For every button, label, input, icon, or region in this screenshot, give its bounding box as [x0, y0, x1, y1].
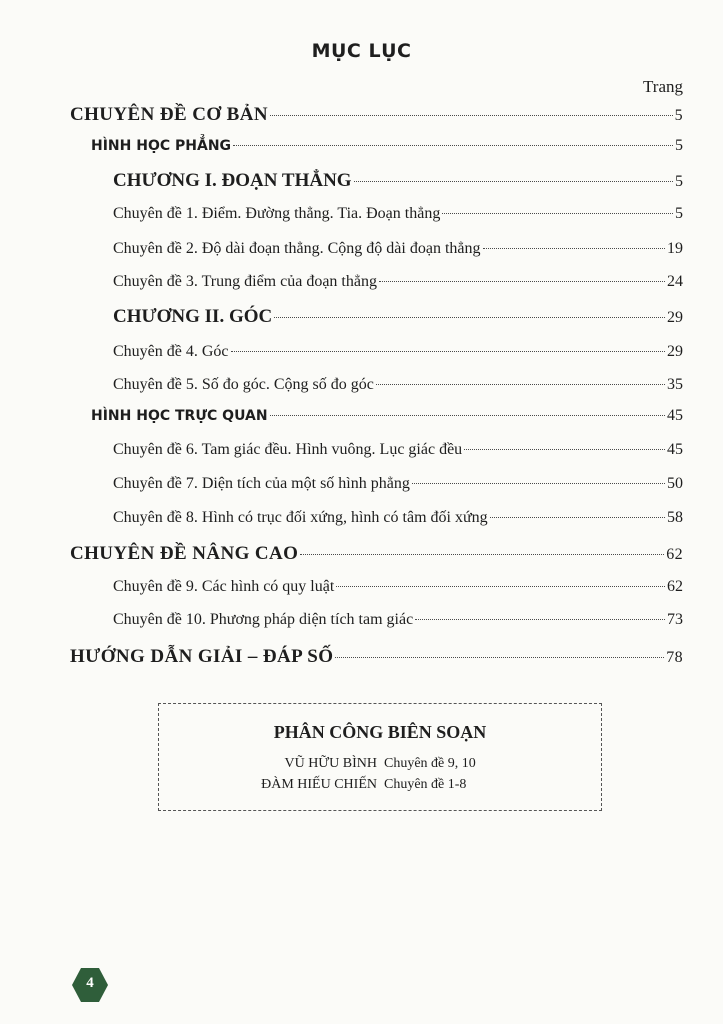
dot-leader — [270, 115, 673, 116]
credits-title: PHÂN CÔNG BIÊN SOẠN — [273, 722, 487, 742]
toc-entry-page: 29 — [667, 309, 683, 326]
toc-entry-label: HƯỚNG DẪN GIẢI – ĐÁP SỐ — [70, 646, 334, 667]
toc-entry-label: Chuyên đề 1. Điểm. Đường thẳng. Tia. Đoạn thẳng — [113, 205, 441, 222]
dot-leader — [233, 145, 673, 146]
toc-entry-label: Chuyên đề 3. Trung điểm của đoạn thẳng — [113, 273, 377, 290]
author-name: ĐÀM HIẾU CHIẾN — [261, 777, 377, 792]
toc-entry[interactable] — [113, 240, 683, 258]
toc-entry-label: CHUYÊN ĐỀ NÂNG CAO — [70, 543, 299, 564]
dot-leader — [415, 619, 665, 620]
toc-entry[interactable] — [91, 137, 683, 155]
toc-entry-label: Chuyên đề 10. Phương pháp diện tích tam giác — [113, 611, 414, 628]
toc-entry[interactable] — [113, 273, 683, 291]
toc-entry[interactable] — [91, 407, 683, 425]
toc-entry[interactable] — [113, 205, 683, 223]
toc-entry-label: Chuyên đề 2. Độ dài đoạn thẳng. Cộng độ dài đoạn thẳng — [113, 240, 481, 257]
toc-entry-label: HÌNH HỌC TRỰC QUAN — [91, 408, 268, 424]
dot-leader — [335, 657, 664, 658]
toc-entry[interactable] — [113, 475, 683, 493]
toc-entry[interactable] — [70, 543, 683, 565]
dot-leader — [379, 281, 665, 282]
toc-entry[interactable] — [70, 646, 683, 668]
author-chapters: Chuyên đề 9, 10 — [384, 756, 476, 771]
toc-entry-page: 5 — [674, 107, 683, 124]
page-number-badge — [71, 966, 109, 1004]
page-title: MỤC LỤC — [311, 40, 412, 62]
toc-entry-page: 58 — [667, 509, 683, 526]
dot-leader — [270, 415, 665, 416]
toc-entry-page: 78 — [666, 649, 683, 666]
toc-entry-page: 50 — [667, 475, 683, 492]
toc-entry-page: 5 — [675, 173, 683, 190]
toc-entry-page: 45 — [667, 407, 683, 424]
toc-entry-page: 35 — [667, 376, 683, 393]
credits-box — [158, 703, 602, 811]
toc-entry[interactable] — [113, 306, 683, 328]
dot-leader — [231, 351, 665, 352]
toc-entry-label: CHUYÊN ĐỀ CƠ BẢN — [70, 104, 268, 125]
author-chapters: Chuyên đề 1-8 — [384, 777, 467, 792]
toc-entry-page: 5 — [675, 205, 683, 222]
toc-entry-label: Chuyên đề 4. Góc — [113, 343, 229, 360]
credit-row — [159, 756, 601, 774]
toc-entry[interactable] — [113, 170, 683, 192]
author-name: VŨ HỮU BÌNH — [284, 756, 377, 771]
dot-leader — [300, 554, 664, 555]
toc-entry[interactable] — [113, 441, 683, 459]
page-number: 4 — [86, 975, 94, 991]
toc-entry-page: 5 — [675, 137, 683, 154]
dot-leader — [490, 517, 665, 518]
toc-entry-page: 62 — [667, 578, 683, 595]
page-column-header: Trang — [643, 77, 683, 96]
toc-entry[interactable] — [113, 578, 683, 596]
toc-entry-label: CHƯƠNG I. ĐOẠN THẲNG — [113, 170, 352, 191]
toc-entry-page: 73 — [667, 611, 683, 628]
dot-leader — [464, 449, 665, 450]
toc-entry-label: Chuyên đề 8. Hình có trục đối xứng, hình có tâm đối xứng — [113, 509, 488, 526]
dot-leader — [442, 213, 673, 214]
toc-entry-page: 29 — [667, 343, 683, 360]
dot-leader — [336, 586, 665, 587]
dot-leader — [412, 483, 665, 484]
toc-entry-label: Chuyên đề 9. Các hình có quy luật — [113, 578, 335, 595]
dot-leader — [274, 317, 665, 318]
toc-entry[interactable] — [113, 343, 683, 361]
dot-leader — [376, 384, 665, 385]
toc-entry-label: Chuyên đề 5. Số đo góc. Cộng số đo góc — [113, 376, 374, 393]
dot-leader — [354, 181, 673, 182]
toc-entry-label: HÌNH HỌC PHẲNG — [91, 138, 232, 154]
toc-entry-label: Chuyên đề 6. Tam giác đều. Hình vuông. Lục giác đều — [113, 441, 463, 458]
toc-entry[interactable] — [113, 509, 683, 527]
toc-entry[interactable] — [113, 376, 683, 394]
toc-entry-label: Chuyên đề 7. Diện tích của một số hình phẳng — [113, 475, 410, 492]
toc-entry-page: 62 — [666, 546, 683, 563]
toc-entry-page: 19 — [667, 240, 683, 257]
toc-entry-label: CHƯƠNG II. GÓC — [113, 306, 273, 327]
toc-entry[interactable] — [113, 611, 683, 629]
toc-entry[interactable] — [70, 104, 683, 126]
dot-leader — [483, 248, 666, 249]
toc-entry-page: 24 — [667, 273, 683, 290]
toc-entry-page: 45 — [667, 441, 683, 458]
credit-row — [159, 777, 601, 795]
